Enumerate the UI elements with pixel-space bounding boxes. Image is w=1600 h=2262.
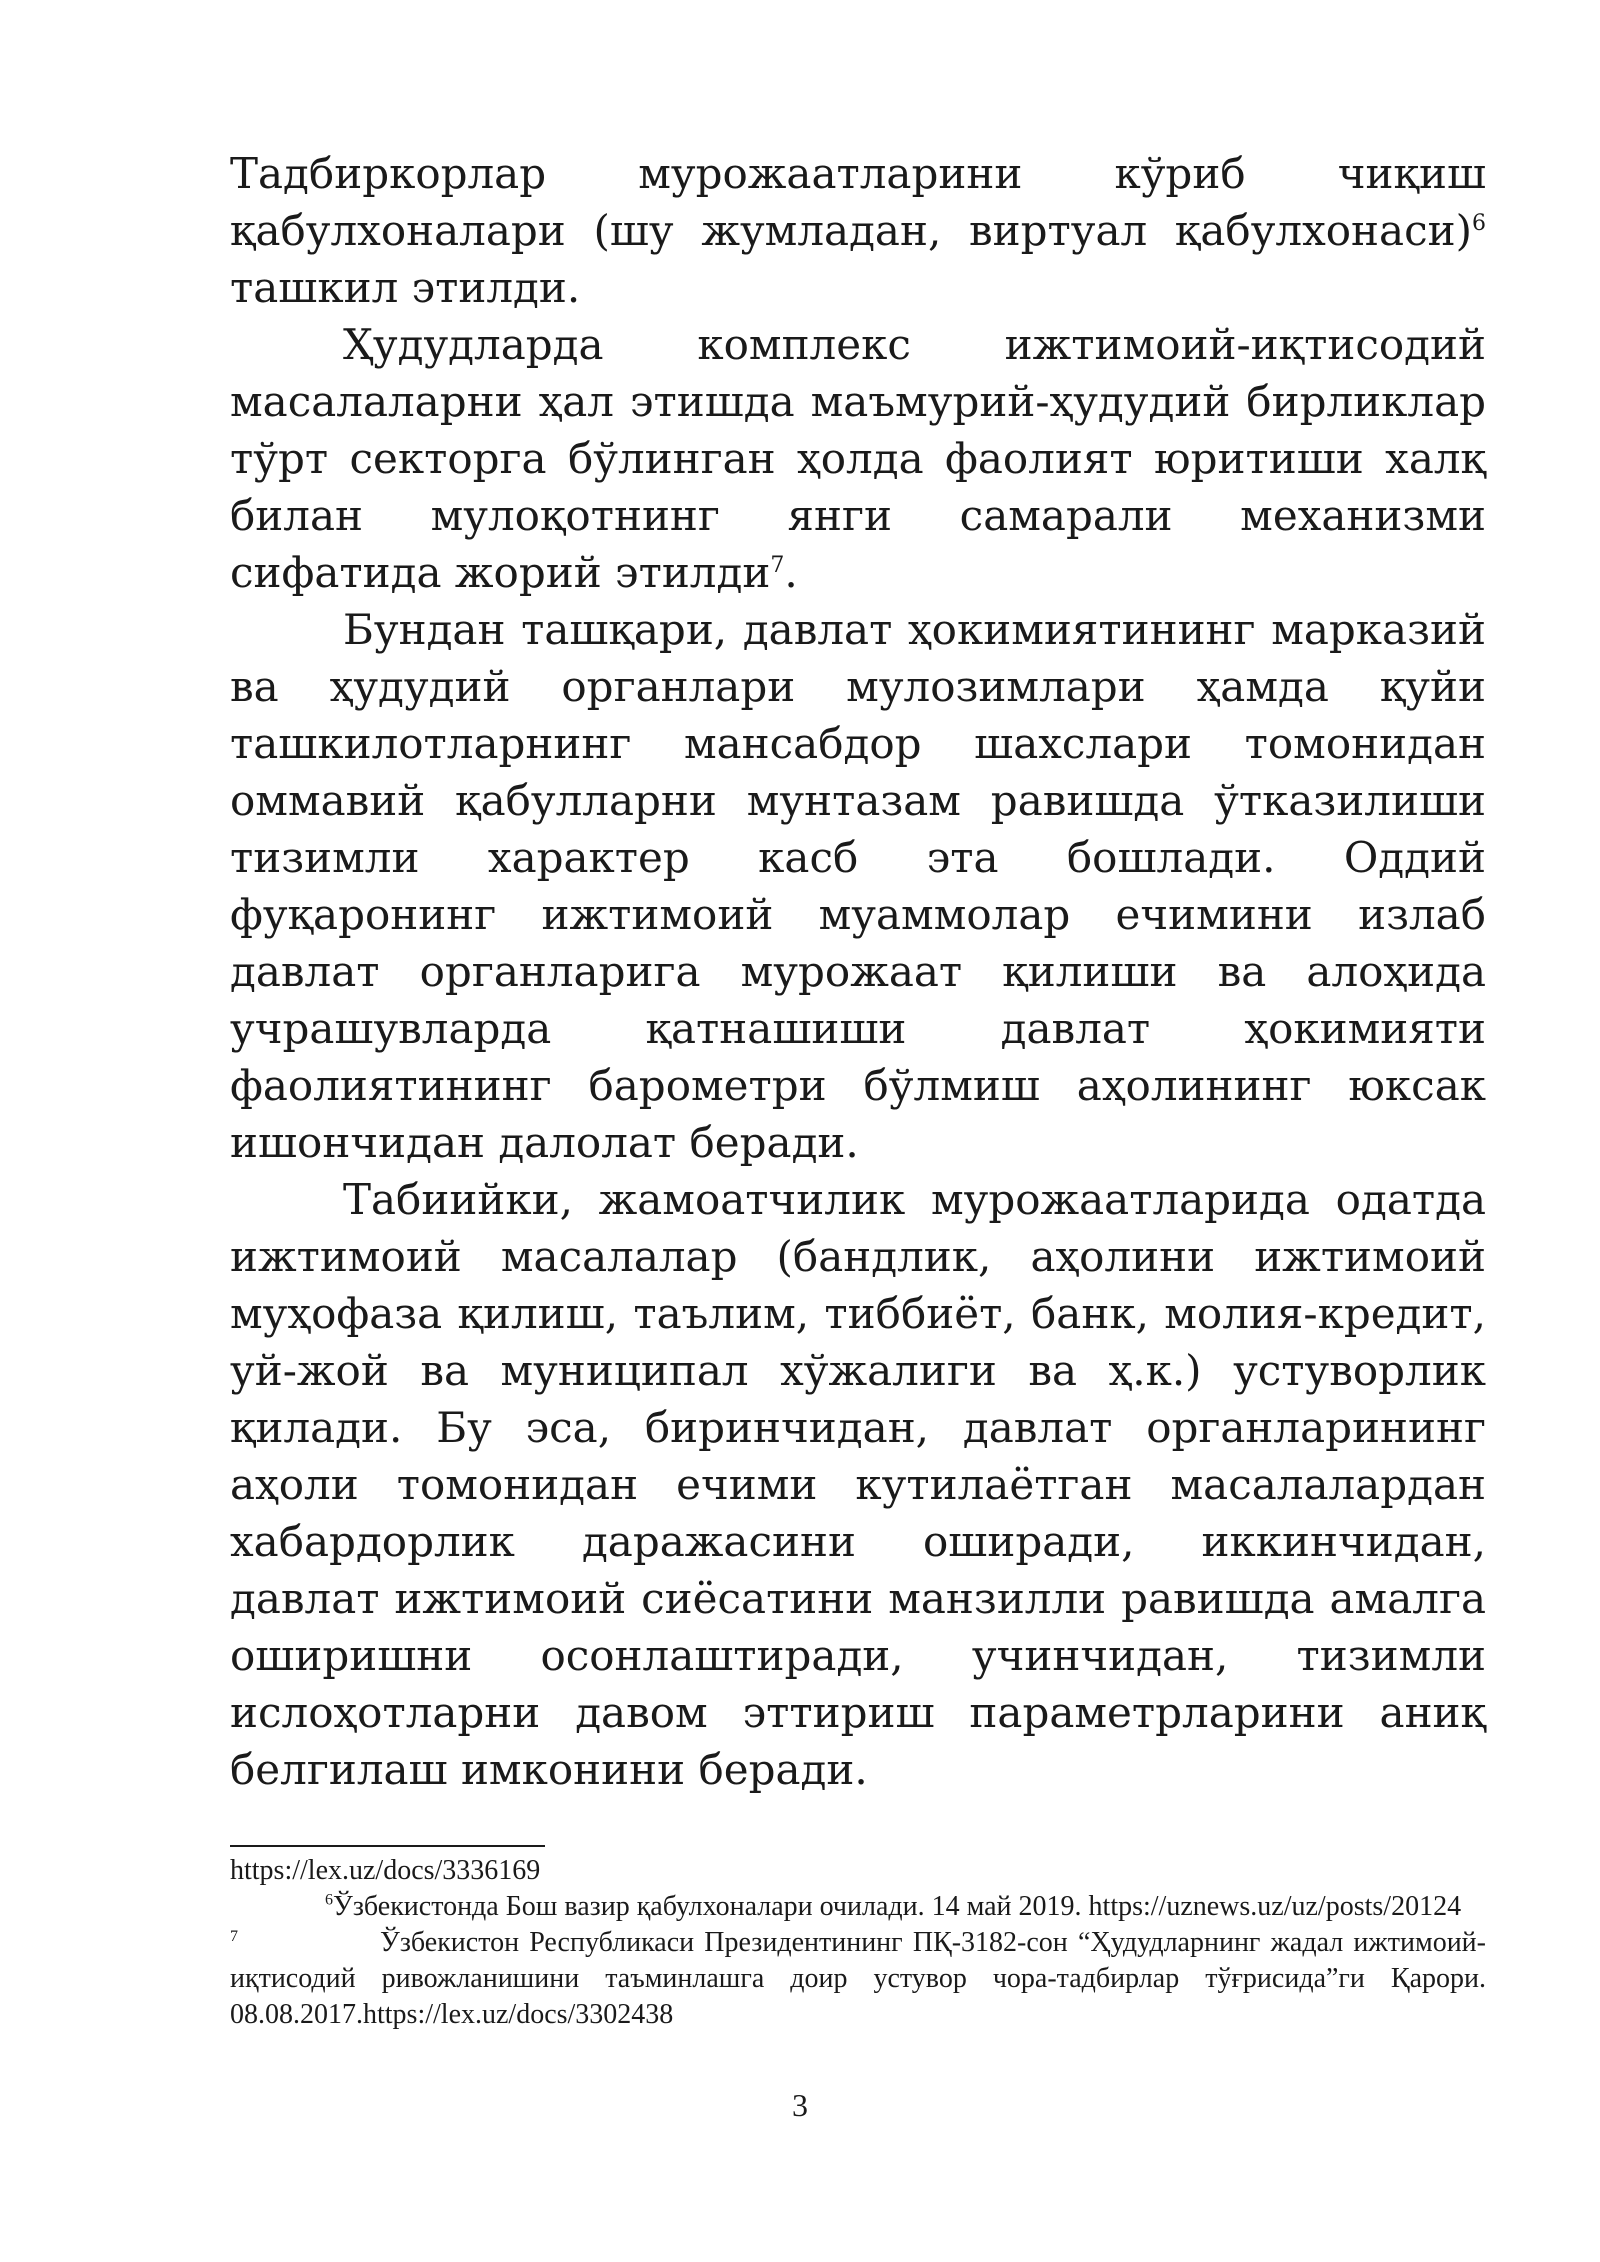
paragraph-2-tail: . (784, 548, 798, 597)
paragraph-2-text: Ҳудудларда комплекс ижтимоий-иқтисодий масалаларни ҳал этишда маъмурий-ҳудудий бирликлар тўрт секторга бўлинган ҳолда фаолият юритиши халқ билан мулоқотнинг янги самарали механизми сифатида жорий этилди (230, 320, 1486, 597)
paragraph-2 (230, 316, 1486, 601)
footnote-6-number: 6 (325, 1891, 333, 1909)
footnotes-section (230, 1845, 1486, 2033)
paragraph-1-tail: ташкил этилди. (230, 263, 581, 312)
paragraph-4 (230, 1171, 1486, 1798)
paragraph-3-text: Бундан ташқари, давлат ҳокимиятининг марказий ва ҳудудий органлари мулозимлари ҳамда қуйи ташкилотларнинг мансабдор шахслари томонидан оммавий қабулларни мунтазам равишда ўтказилиши тизимли характер касб эта бошлади. Оддий фуқаронинг ижтимоий муаммолар ечимини излаб давлат органларига мурожаат қилиши ва алоҳида учрашувларда қатнашиши давлат ҳокимияти фаолиятининг барометри бўлмиш аҳолининг юксак ишончидан далолат беради. (230, 605, 1486, 1167)
page-number: 3 (792, 2087, 808, 2123)
document-body (230, 145, 1486, 1798)
footnote-ref-7[interactable]: 7 (770, 553, 785, 578)
footnote-7: 7 Ўзбекистон Республикаси Президентининг ПҚ-3182-сон “Ҳудудларнинг жадал ижтимоий-иқтисодий ривожланишини таъминлашга доир устувор чора-тадбирлар тўғрисида”ги Қарори. 08.08.2017.https://lex.uz/docs/3302438 (230, 1927, 1486, 2030)
paragraph-3 (230, 601, 1486, 1171)
footnote-6 (230, 1889, 1486, 1925)
footnote-7-text: Ўзбекистон Республикаси Президентининг ПҚ-3182-сон “Ҳудудларнинг жадал ижтимоий-иқтисодий ривожланишини таъминлашга доир устувор чора-тадбирлар тўғрисида”ги Қарори. 08.08.2017.https://lex.uz/docs/3302438 (230, 1927, 1486, 2030)
footnote-separator (230, 1845, 545, 1847)
paragraph-1 (230, 145, 1486, 316)
paragraph-1-text: Тадбиркорлар мурожаатларини кўриб чиқиш қабулхоналари (шу жумладан, виртуал қабулхонаси) (230, 149, 1486, 255)
footnote-ref-6[interactable]: 6 (1472, 211, 1486, 236)
footnote-6-text: Ўзбекистонда Бош вазир қабулхоналари очилади. 14 май 2019. https://uznews.uz/uz/posts/20124 (333, 1891, 1462, 1922)
footnote-continued-link[interactable]: https://lex.uz/docs/3336169 (230, 1855, 541, 1886)
paragraph-4-text: Табиийки, жамоатчилик мурожаатларида одатда ижтимоий масалалар (бандлик, аҳолини ижтимоий муҳофаза қилиш, таълим, тиббиёт, банк, молия-кредит, уй-жой ва муниципал хўжалиги ва ҳ.к.) устуворлик қилади. Бу эса, биринчидан, давлат органларининг аҳоли томонидан ечими кутилаётган масалалардан хабардорлик даражасини оширади, иккинчидан, давлат ижтимоий сиёсатини манзилли равишда амалга оширишни осонлаштиради, учинчидан, тизимли ислоҳотларни давом эттириш параметрларини аниқ белгилаш имконини беради. (230, 1175, 1486, 1794)
